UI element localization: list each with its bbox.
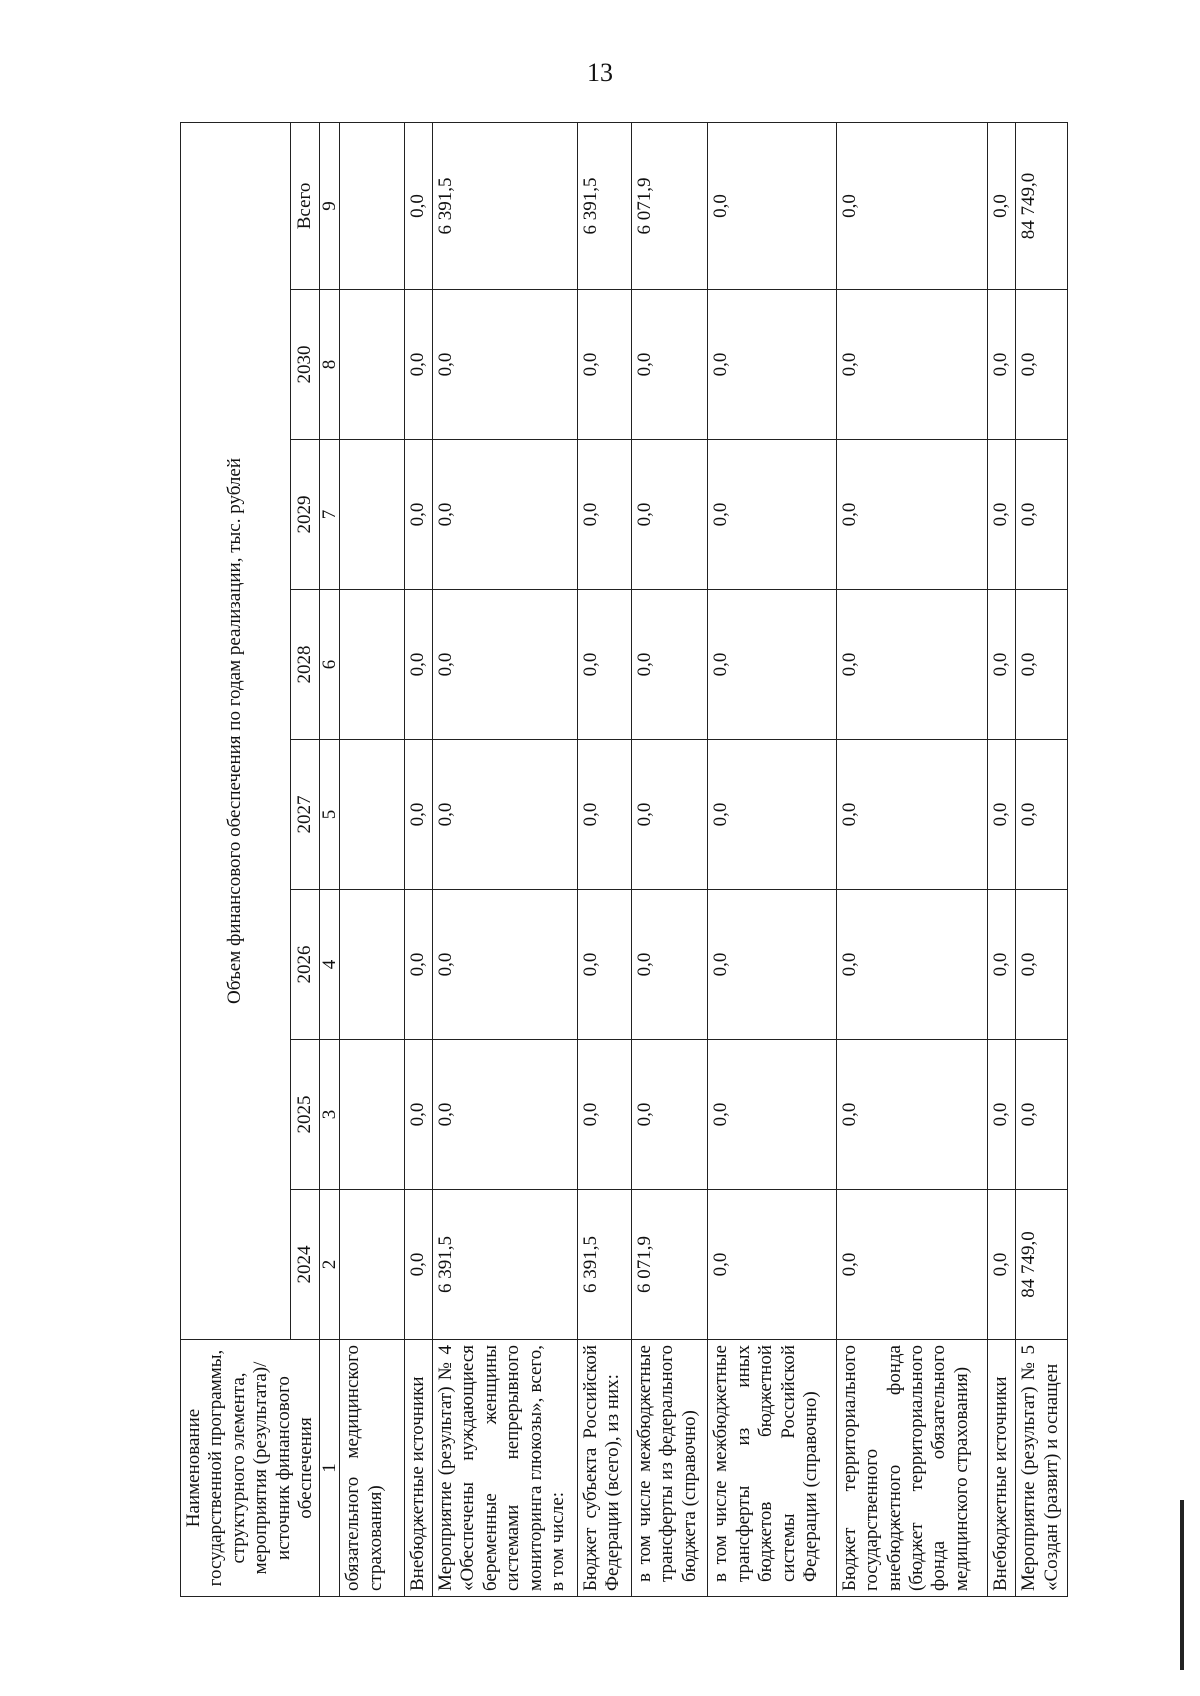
cell-value: 0,0 [631,740,708,890]
cell-value: 0,0 [708,590,836,740]
cell-value: 0,0 [708,440,836,590]
row-name: в том числе межбюджетные трансферты из федерального бюджета (справочно) [631,1340,708,1597]
cell-value: 0,0 [577,740,631,890]
cell-value [340,440,404,590]
column-number: 8 [320,290,340,440]
row-name: Внебюджетные источники [988,1340,1016,1597]
rotated-table-canvas [180,123,1060,1597]
cell-value: 0,0 [988,1040,1016,1190]
cell-value: 6 071,9 [631,122,708,289]
table-row [708,122,836,1596]
cell-value: 6 391,5 [577,1190,631,1340]
cell-value: 0,0 [433,440,578,590]
table-row [631,122,708,1596]
header-group: Объем финансового обеспечения по годам реализации, тыс. рублей [181,122,291,1339]
cell-value: 0,0 [988,1190,1016,1340]
cell-value: 0,0 [404,1190,432,1340]
cell-value: 0,0 [988,122,1016,289]
cell-value: 0,0 [404,122,432,289]
row-name: обязательного медицинского страхования) [340,1340,404,1597]
cell-value [340,890,404,1040]
cell-value [340,740,404,890]
cell-value: 0,0 [433,740,578,890]
cell-value: 0,0 [577,1040,631,1190]
cell-value: 0,0 [631,290,708,440]
column-number: 9 [320,122,340,289]
cell-value: 0,0 [433,590,578,740]
cell-value: 0,0 [836,1040,987,1190]
row-name: Бюджет субъекта Российской Федерации (всего), из них: [577,1340,631,1597]
table-row [404,122,432,1596]
column-number: 6 [320,590,340,740]
cell-value: 0,0 [631,590,708,740]
header-year: 2028 [291,590,320,740]
cell-value: 0,0 [708,1190,836,1340]
financing-table [180,122,1068,1597]
cell-value: 0,0 [836,740,987,890]
cell-value: 0,0 [631,1040,708,1190]
cell-value: 0,0 [708,122,836,289]
row-name: Мероприятие (результат) № 4 «Обеспечены нуждающиеся беременные женщины системами непрерывного мониторинга глюкозы», всего, в том числе: [433,1340,578,1597]
cell-value [340,590,404,740]
table-row [1016,122,1068,1596]
cell-value: 0,0 [836,122,987,289]
column-number: 7 [320,440,340,590]
cell-value: 0,0 [404,890,432,1040]
cell-value: 0,0 [433,890,578,1040]
cell-value: 0,0 [988,290,1016,440]
cell-value: 0,0 [577,290,631,440]
cell-value: 0,0 [433,1040,578,1190]
cell-value: 6 391,5 [577,122,631,289]
column-number: 2 [320,1190,340,1340]
header-year: 2024 [291,1190,320,1340]
table-row [577,122,631,1596]
cell-value: 0,0 [1016,890,1068,1040]
cell-value: 0,0 [631,890,708,1040]
cell-value [340,290,404,440]
header-year: 2027 [291,740,320,890]
row-name: Бюджет территориального государственного внебюджетного фонда (бюджет территориального фонда обязательного медицинского страхования) [836,1340,987,1597]
cell-value: 6 391,5 [433,122,578,289]
cell-value: 0,0 [708,1040,836,1190]
cell-value: 0,0 [1016,1040,1068,1190]
header-year: 2030 [291,290,320,440]
cell-value: 0,0 [1016,740,1068,890]
cell-value [340,1190,404,1340]
rotated-table-wrapper [180,123,1060,1597]
column-number: 3 [320,1040,340,1190]
cell-value: 0,0 [577,890,631,1040]
cell-value: 0,0 [1016,590,1068,740]
cell-value: 0,0 [708,890,836,1040]
row-name: в том числе межбюджетные трансферты из иных бюджетов бюджетной системы Российской Федерации (справочно) [708,1340,836,1597]
column-number: 5 [320,740,340,890]
header-year: 2026 [291,890,320,1040]
cell-value: 0,0 [1016,290,1068,440]
cell-value: 0,0 [577,440,631,590]
cell-value: 6 071,9 [631,1190,708,1340]
table-row [836,122,987,1596]
page-number: 13 [587,58,613,87]
table-row [433,122,578,1596]
header-year: 2029 [291,440,320,590]
column-number: 1 [320,1340,340,1597]
cell-value: 0,0 [708,290,836,440]
cell-value: 0,0 [988,890,1016,1040]
column-number-row [320,122,340,1596]
cell-value: 0,0 [404,290,432,440]
row-name: Мероприятие (результат) № 5 «Создан (развит) и оснащен [1016,1340,1068,1597]
scan-edge-mark [1180,1500,1184,1670]
header-total: Всего [291,122,320,289]
cell-value: 0,0 [1016,440,1068,590]
row-name: Внебюджетные источники [404,1340,432,1597]
cell-value: 0,0 [404,440,432,590]
header-year: 2025 [291,1040,320,1190]
cell-value: 0,0 [404,590,432,740]
cell-value [340,122,404,289]
cell-value: 0,0 [988,590,1016,740]
cell-value: 84 749,0 [1016,122,1068,289]
cell-value [340,1040,404,1190]
cell-value: 0,0 [836,440,987,590]
cell-value: 84 749,0 [1016,1190,1068,1340]
cell-value: 6 391,5 [433,1190,578,1340]
cell-value: 0,0 [404,740,432,890]
cell-value: 0,0 [836,590,987,740]
cell-value: 0,0 [404,1040,432,1190]
cell-value: 0,0 [433,290,578,440]
cell-value: 0,0 [836,290,987,440]
cell-value: 0,0 [988,440,1016,590]
header-name-column: Наименование государственной программы, структурного элемента, мероприятия (результата)/источник финансового обеспечения [181,1340,320,1597]
cell-value: 0,0 [988,740,1016,890]
cell-value: 0,0 [577,590,631,740]
cell-value: 0,0 [708,740,836,890]
cell-value: 0,0 [836,890,987,1040]
table-row [340,122,404,1596]
cell-value: 0,0 [631,440,708,590]
table-row [988,122,1016,1596]
cell-value: 0,0 [836,1190,987,1340]
column-number: 4 [320,890,340,1040]
